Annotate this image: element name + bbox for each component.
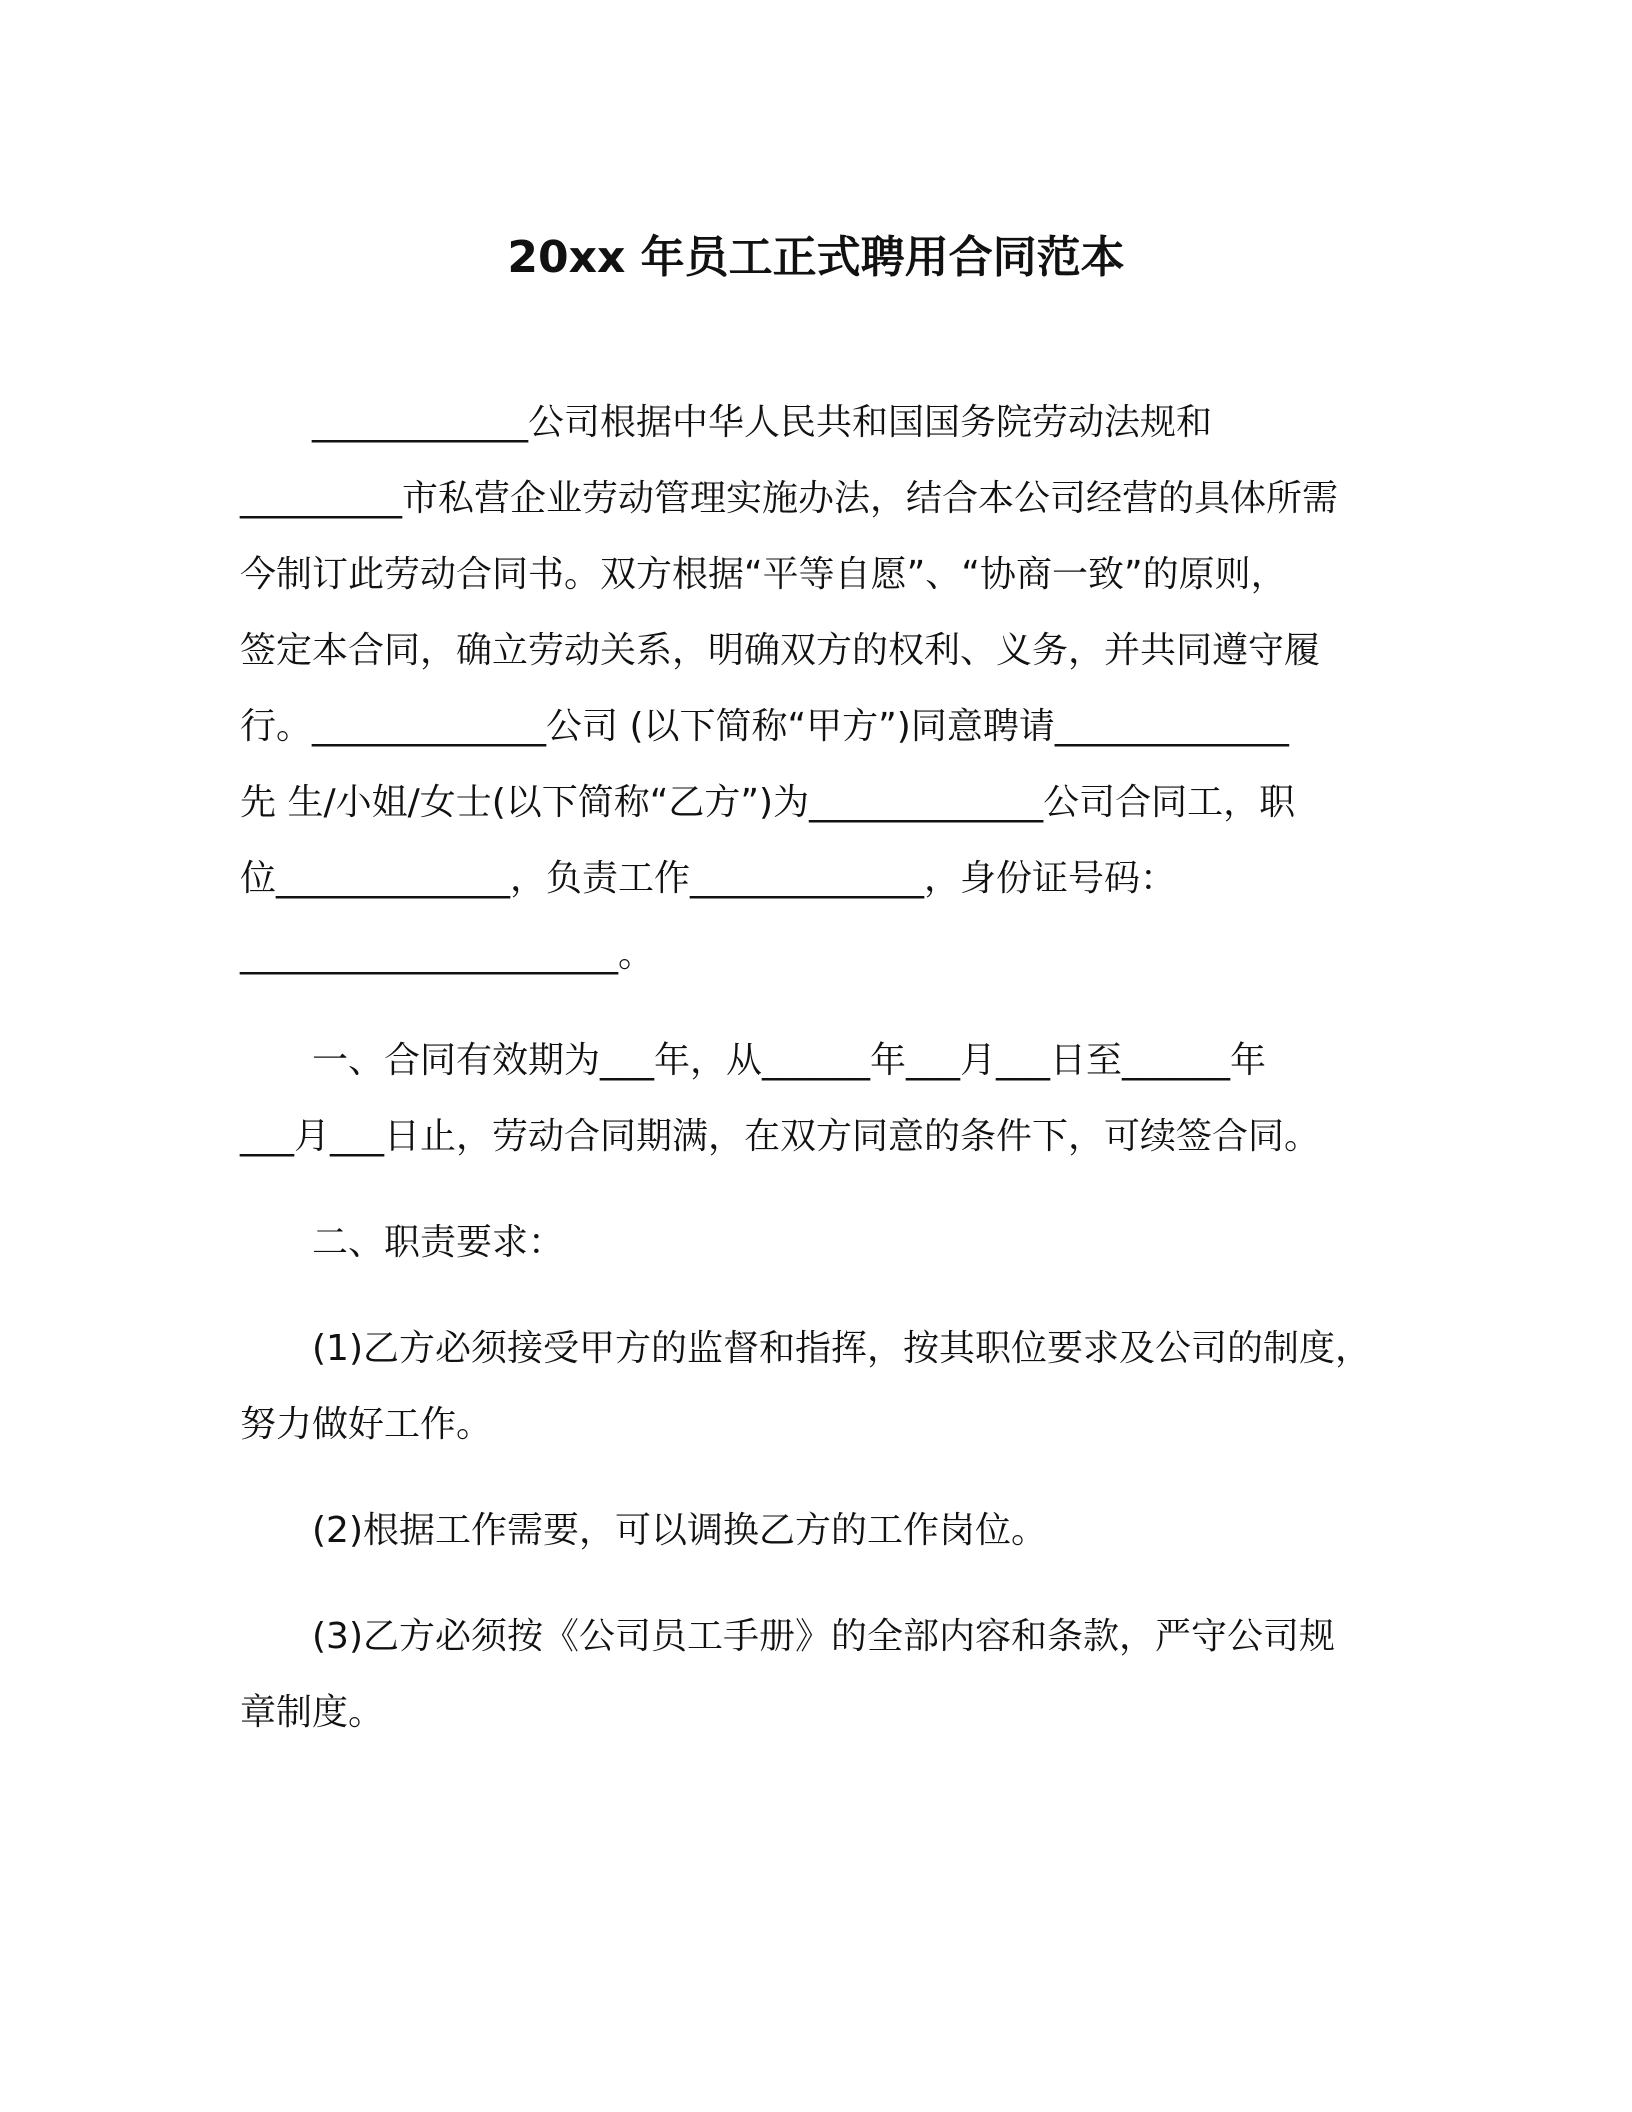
section2-heading: 二、职责要求： <box>312 1222 565 1263</box>
item1-line-2: 努力做好工作。 <box>240 1404 493 1445</box>
intro-line-8: _____________________。 <box>240 934 654 975</box>
section1-line-1: 一、合同有效期为___年，从______年___月___日至______年 <box>312 1040 1267 1081</box>
intro-line-7: 位_____________，负责工作_____________，身份证号码： <box>240 858 1177 899</box>
intro-line-1: ____________公司根据中华人民共和国国务院劳动法规和 <box>312 402 1213 443</box>
document-title: 20xx 年员工正式聘用合同范本 <box>507 232 1125 283</box>
intro-line-2: _________市私营企业劳动管理实施办法，结合本公司经营的具体所需 <box>240 478 1339 519</box>
intro-line-5: 行。_____________公司 (以下简称“甲方”)同意聘请_____________ <box>240 706 1289 747</box>
intro-line-3: 今制订此劳动合同书。双方根据“平等自愿”、“协商一致”的原则， <box>240 554 1287 595</box>
section1-line-2: ___月___日止，劳动合同期满，在双方同意的条件下，可续签合同。 <box>240 1116 1321 1157</box>
item3-line-1: (3)乙方必须按《公司员工手册》的全部内容和条款，严守公司规 <box>312 1616 1335 1657</box>
item3-line-2: 章制度。 <box>240 1692 385 1733</box>
intro-line-4: 签定本合同，确立劳动关系，明确双方的权利、义务，并共同遵守履 <box>240 630 1321 671</box>
item2-line: (2)根据工作需要，可以调换乙方的工作岗位。 <box>312 1510 1047 1551</box>
item1-line-1: (1)乙方必须接受甲方的监督和指挥，按其职位要求及公司的制度， <box>312 1328 1371 1369</box>
intro-line-6: 先 生/小姐/女士(以下简称“乙方”)为_____________公司合同工，职 <box>240 782 1296 823</box>
